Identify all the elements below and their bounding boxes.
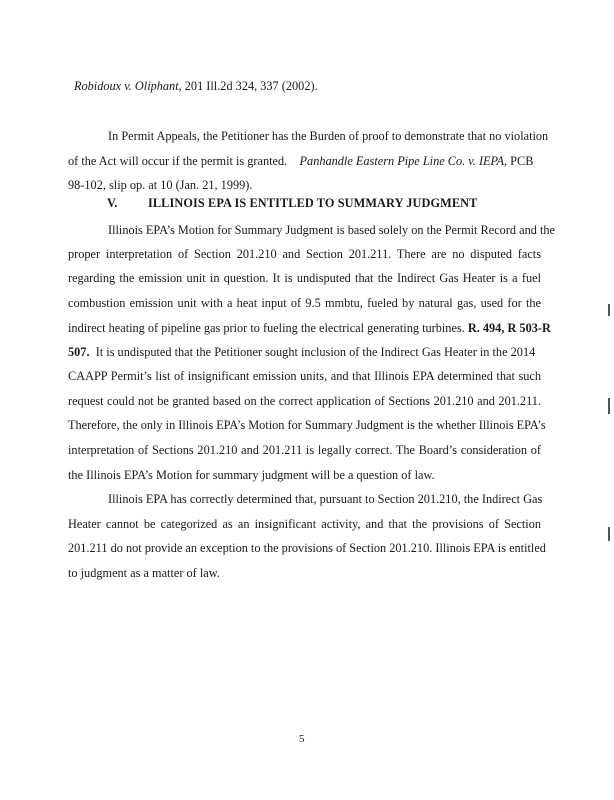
page-number: 5	[299, 733, 305, 745]
paragraph-3-line-1: Illinois EPA has correctly determined that, pursuant to Section 201.210, the Indirect Gas	[108, 492, 543, 506]
citation-reference: , 201 Ill.2d 324, 337 (2002).	[178, 79, 318, 93]
paragraph-1-line-3: 98-102, slip op. at 10 (Jan. 21, 1999).	[68, 178, 253, 192]
paragraph-2-line-8: request could not be granted based on the correct application of Sections 201.210 and 201.211.	[68, 394, 541, 408]
paragraph-1-line-2: of the Act will occur if the permit is granted. Panhandle Eastern Pipe Line Co. v. IEPA, PCB	[68, 154, 534, 168]
case-name: Panhandle Eastern Pipe Line Co. v. IEPA	[299, 154, 504, 168]
paragraph-1-line-1: In Permit Appeals, the Petitioner has the Burden of proof to demonstrate that no violation	[108, 129, 549, 143]
paragraph-2-line-3: regarding the emission unit in question. It is undisputed that the Indirect Gas Heater is a fuel	[68, 271, 541, 285]
paragraph-2-line-5: indirect heating of pipeline gas prior to fueling the electrical generating turbines. R. 494, R 503-R	[68, 321, 551, 335]
scan-mark	[608, 304, 610, 316]
paragraph-2-line-4: combustion emission unit with a heat input of 9.5 mmbtu, fueled by natural gas, used for the	[68, 296, 541, 310]
section-number: V.	[107, 196, 118, 210]
section-heading: ILLINOIS EPA IS ENTITLED TO SUMMARY JUDGMENT	[148, 196, 478, 210]
paragraph-3-line-3: 201.211 do not provide an exception to the provisions of Section 201.210. Illinois EPA is entitled	[68, 541, 546, 555]
paragraph-2-line-9: Therefore, the only in Illinois EPA’s Motion for Summary Judgment is the whether Illinois EPA’s	[68, 418, 546, 432]
scan-mark	[608, 527, 610, 541]
paragraph-2-line-6: 507. It is undisputed that the Petitioner sought inclusion of the Indirect Gas Heater in the 2014	[68, 345, 536, 359]
paragraph-3-line-4: to judgment as a matter of law.	[68, 566, 220, 580]
paragraph-2-line-1: Illinois EPA’s Motion for Summary Judgment is based solely on the Permit Record and the	[108, 223, 555, 237]
scan-mark	[608, 398, 610, 414]
record-reference: R. 494, R 503-R	[467, 321, 551, 335]
case-citation	[74, 79, 318, 94]
paragraph-2-line-7: CAAPP Permit’s list of insignificant emission units, and that Illinois EPA determined that such	[68, 369, 541, 383]
paragraph-2-line-2: proper interpretation of Section 201.210 and Section 201.211. There are no disputed facts	[68, 247, 541, 261]
paragraph-2-line-11: the Illinois EPA’s Motion for summary judgment will be a question of law.	[68, 468, 435, 482]
case-name: Robidoux v. Oliphant	[74, 79, 179, 93]
paragraph-3-line-2: Heater cannot be categorized as an insignificant activity, and that the provisions of Section	[68, 517, 541, 531]
paragraph-2-line-10: interpretation of Sections 201.210 and 201.211 is legally correct. The Board’s consideration of	[68, 443, 541, 457]
record-reference: 507.	[68, 345, 90, 359]
